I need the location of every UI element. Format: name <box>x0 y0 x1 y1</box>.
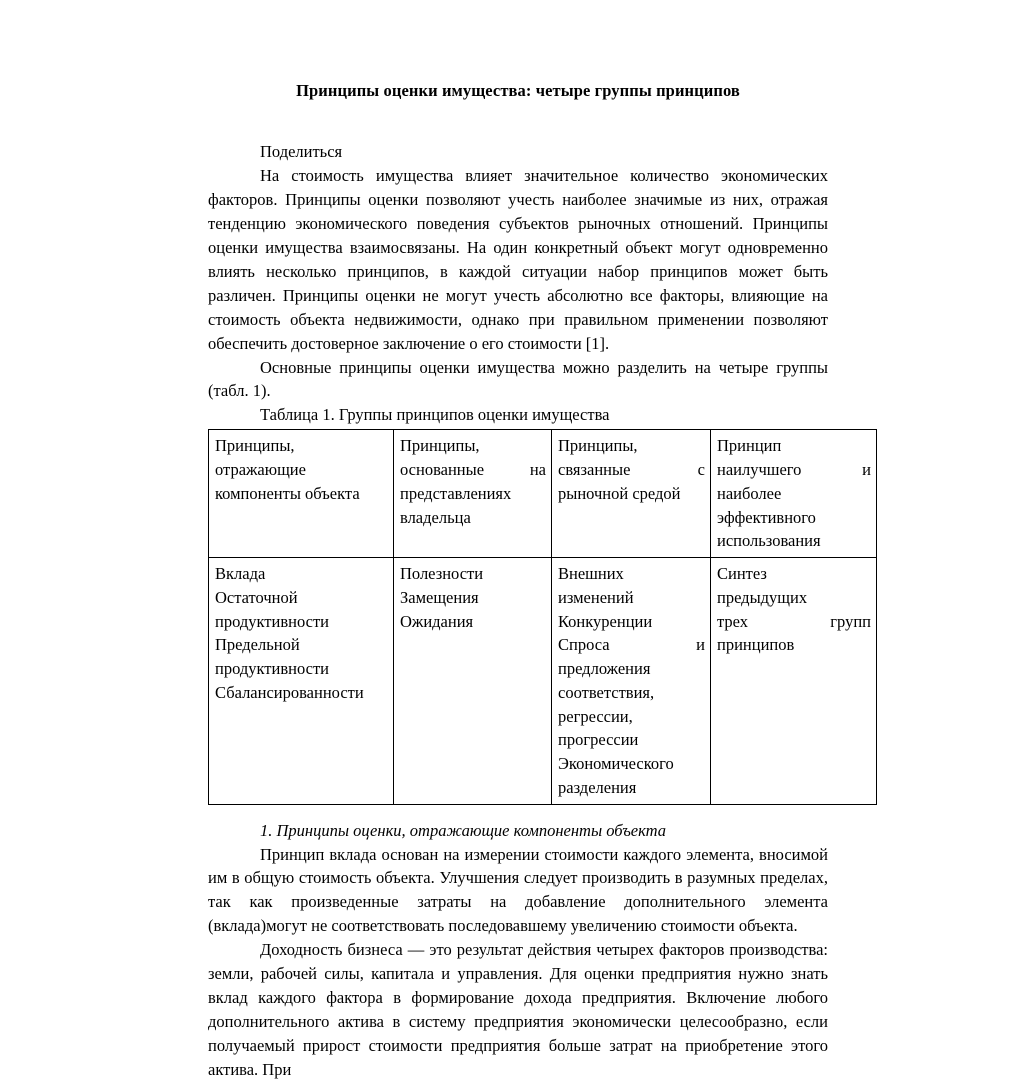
header-3-line-3: рыночной средой <box>558 483 681 503</box>
table-header-cell-2 <box>394 430 552 558</box>
body-3-line-10: разделения <box>558 777 637 797</box>
body-4-line-2: предыдущих <box>717 587 808 607</box>
header-2-line-1: Принципы, <box>400 436 480 456</box>
body-3-line-2: изменений <box>558 587 634 607</box>
header-4-line-4: эффективного <box>717 507 816 527</box>
body-3-line-7: регрессии, <box>558 706 633 726</box>
body-4-line-4: принципов <box>717 635 795 655</box>
principles-table <box>208 429 877 804</box>
body-3-line-3: Конкуренции <box>558 611 653 631</box>
page-title: Принципы оценки имущества: четыре группы принципов <box>296 81 740 100</box>
body-3-line-9: Экономического <box>558 754 674 774</box>
spacer-after-table <box>208 805 828 819</box>
header-4-line-5: использования <box>717 531 821 551</box>
header-1-line-2: отражающие <box>215 460 306 480</box>
header-2-line-2: основанные на <box>400 460 546 480</box>
header-4-line-3: наиболее <box>717 483 782 503</box>
table-body-cell-1 <box>209 558 394 805</box>
table-caption: Таблица 1. Группы принципов оценки имущества <box>260 405 610 425</box>
page-content <box>208 80 871 1082</box>
body-1-line-4: Предельной <box>215 635 300 655</box>
body-2-line-1: Полезности <box>400 564 484 584</box>
body-2-line-2: Замещения <box>400 587 479 607</box>
section-subheading-1: 1. Принципы оценки, отражающие компоненты объекта <box>260 820 666 840</box>
header-4-line-2: наилучшего и <box>717 460 871 480</box>
paragraph-contribution: Принцип вклада основан на измерении стоимости каждого элемента, вносимой им в общую стоимость объекта. Улучшения следует производить в разумных пределах, так как произведенные затраты на добавление дополнительного элемента (вклада)могут не соответствовать последовавшему увеличению стоимости объекта. <box>208 844 828 936</box>
body-3-line-8: прогрессии <box>558 730 639 750</box>
body-4-line-3: трех групп <box>717 611 871 631</box>
body-3-line-1: Внешних <box>558 564 624 584</box>
table-body-cell-2 <box>394 558 552 805</box>
header-2-line-3: представлениях <box>400 483 512 503</box>
header-2-line-4: владельца <box>400 507 471 527</box>
body-3-line-6: соответствия, <box>558 682 655 702</box>
body-1-line-3: продуктивности <box>215 611 329 631</box>
table-header-cell-4 <box>711 430 877 558</box>
table-body-cell-3 <box>552 558 711 805</box>
body-1-line-2: Остаточной <box>215 587 298 607</box>
header-1-line-3: компоненты объекта <box>215 483 360 503</box>
paragraph-four-groups: Основные принципы оценки имущества можно разделить на четыре группы (табл. 1). <box>208 357 828 401</box>
body-1-line-1: Вклада <box>215 564 266 584</box>
table-header-cell-1 <box>209 430 394 558</box>
table-header-cell-3 <box>552 430 711 558</box>
header-4-line-1: Принцип <box>717 436 782 456</box>
table-row <box>209 558 877 805</box>
header-3-line-1: Принципы, <box>558 436 638 456</box>
paragraph-profitability: Доходность бизнеса — это результат действия четырех факторов производства: земли, рабочей силы, капитала и управления. Для оценки предприятия нужно знать вклад каждого фактора в формирование дохода предприятия. Включение любого дополнительного актива в систему предприятия экономически целесообразно, если получаемый прирост стоимости предприятия больше затрат на приобретение этого актива. При <box>208 940 828 1079</box>
paragraph-intro: На стоимость имущества влияет значительное количество экономических факторов. Принципы оценки позволяют учесть наиболее значимые из них, отражая тенденцию экономического поведения субъектов рыночных отношений. Принципы оценки имущества взаимосвязаны. На один конкретный объект могут одновременно влиять несколько принципов, в каждой ситуации набор принципов может быть различен. Принципы оценки не могут учесть абсолютно все факторы, влияющие на стоимость объекта недвижимости, однако при правильном применении позволяют обеспечить достоверное заключение о его стоимости [1]. <box>208 166 828 353</box>
header-1-line-1: Принципы, <box>215 436 295 456</box>
body-3-line-5: предложения <box>558 659 651 679</box>
table-body-cell-4 <box>711 558 877 805</box>
body-1-line-6: Сбалансированности <box>215 682 364 702</box>
share-label: Поделиться <box>260 142 343 162</box>
body-1-line-5: продуктивности <box>215 659 329 679</box>
header-3-line-2: связанные с <box>558 460 705 480</box>
body-3-line-4: Спроса и <box>558 635 705 655</box>
body-4-line-1: Синтез <box>717 564 767 584</box>
body-2-line-3: Ожидания <box>400 611 474 631</box>
table-header-row <box>209 430 877 558</box>
